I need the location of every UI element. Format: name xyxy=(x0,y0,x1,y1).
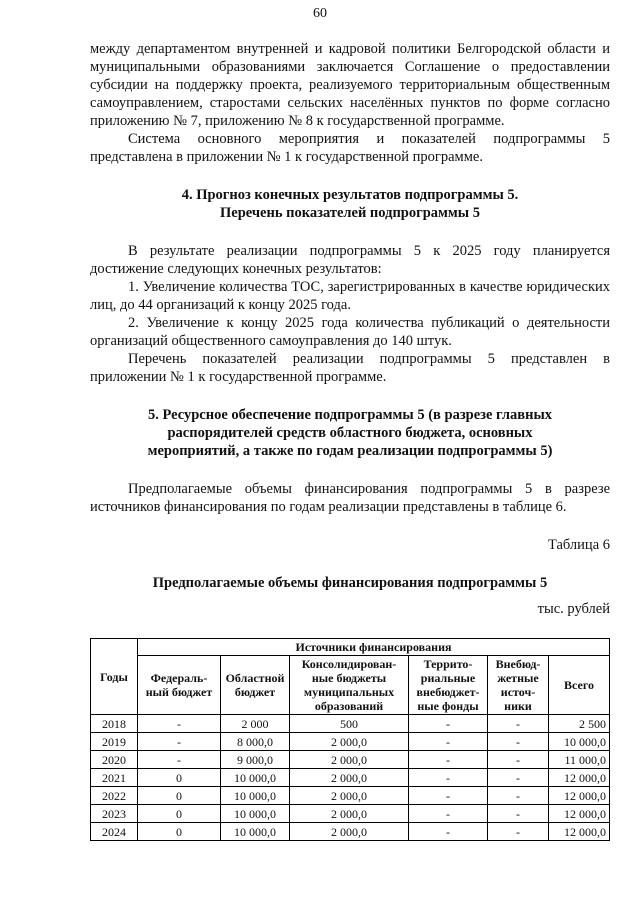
cell-territorial: - xyxy=(409,805,488,823)
cell-federal: - xyxy=(138,751,221,769)
cell-municipal: 2 000,0 xyxy=(290,787,409,805)
cell-extrabudgetary: - xyxy=(488,787,549,805)
cell-regional: 10 000,0 xyxy=(221,787,290,805)
cell-regional: 10 000,0 xyxy=(221,823,290,841)
section4-heading-line1: 4. Прогноз конечных результатов подпрограммы 5. xyxy=(181,187,519,203)
section4-indicators: Перечень показателей реализации подпрограммы 5 представлен в приложении № 1 к государственной программе. xyxy=(90,351,610,385)
cell-year: 2020 xyxy=(91,751,138,769)
cell-municipal: 2 000,0 xyxy=(290,733,409,751)
section4-result-1: 1. Увеличение количества ТОС, зарегистрированных в качестве юридических лиц, до 44 организаций к концу 2025 года. xyxy=(90,279,610,313)
section4-result-2: 2. Увеличение к концу 2025 года количества публикаций о деятельности организаций общественного самоуправления до 140 штук. xyxy=(90,315,610,349)
table-row xyxy=(91,751,610,769)
section5-heading-line3: мероприятий, а также по годам реализации подпрограммы 5) xyxy=(147,443,553,459)
header-territorial-funds: Террито-риальные внебюджет-ные фонды xyxy=(409,656,488,715)
cell-year: 2022 xyxy=(91,787,138,805)
cell-year: 2023 xyxy=(91,805,138,823)
cell-federal: 0 xyxy=(138,805,221,823)
cell-regional: 2 000 xyxy=(221,715,290,733)
cell-municipal: 2 000,0 xyxy=(290,805,409,823)
table-label: Таблица 6 xyxy=(547,537,610,553)
page-number: 60 xyxy=(313,6,327,21)
section5-heading-line1: 5. Ресурсное обеспечение подпрограммы 5 (в разрезе главных xyxy=(147,407,553,423)
cell-total: 11 000,0 xyxy=(549,751,610,769)
paragraph-agreement: между департаментом внутренней и кадровой политики Белгородской области и муниципальными образованиями заключается Соглашение о предоставлении субсидии на поддержку проекта, реализуемого территориальным общественным самоуправлением, старостами сельских населённых пунктов по форме согласно приложению № 7, приложению № 8 к государственной программе. xyxy=(90,41,610,129)
cell-extrabudgetary: - xyxy=(488,769,549,787)
cell-territorial: - xyxy=(409,715,488,733)
section5-intro: Предполагаемые объемы финансирования подпрограммы 5 в разрезе источников финансирования по годам реализации представлены в таблице 6. xyxy=(90,481,610,515)
cell-year: 2021 xyxy=(91,769,138,787)
table-units: тыс. рублей xyxy=(537,601,610,617)
cell-regional: 10 000,0 xyxy=(221,805,290,823)
cell-federal: 0 xyxy=(138,787,221,805)
cell-federal: 0 xyxy=(138,823,221,841)
document-body xyxy=(90,40,610,841)
header-years: Годы xyxy=(91,639,138,715)
financing-table xyxy=(90,638,610,841)
table-row xyxy=(91,805,610,823)
cell-territorial: - xyxy=(409,751,488,769)
cell-territorial: - xyxy=(409,733,488,751)
cell-municipal: 2 000,0 xyxy=(290,823,409,841)
cell-extrabudgetary: - xyxy=(488,823,549,841)
cell-extrabudgetary: - xyxy=(488,751,549,769)
cell-territorial: - xyxy=(409,769,488,787)
cell-federal: - xyxy=(138,733,221,751)
cell-regional: 8 000,0 xyxy=(221,733,290,751)
header-extrabudgetary: Внебюд-жетные источ-ники xyxy=(488,656,549,715)
cell-federal: 0 xyxy=(138,769,221,787)
header-regional: Областной бюджет xyxy=(221,656,290,715)
section5-heading-line2: распорядителей средств областного бюджета, основных xyxy=(167,425,533,441)
cell-total: 10 000,0 xyxy=(549,733,610,751)
cell-regional: 9 000,0 xyxy=(221,751,290,769)
cell-total: 2 500 xyxy=(549,715,610,733)
cell-extrabudgetary: - xyxy=(488,733,549,751)
cell-total: 12 000,0 xyxy=(549,805,610,823)
cell-extrabudgetary: - xyxy=(488,805,549,823)
table-row xyxy=(91,715,610,733)
table-row xyxy=(91,787,610,805)
cell-year: 2019 xyxy=(91,733,138,751)
header-sources: Источники финансирования xyxy=(138,639,610,656)
cell-territorial: - xyxy=(409,787,488,805)
paragraph-system: Система основного мероприятия и показателей подпрограммы 5 представлена в приложении № 1 к государственной программе. xyxy=(90,131,610,165)
cell-total: 12 000,0 xyxy=(549,787,610,805)
cell-territorial: - xyxy=(409,823,488,841)
table-row xyxy=(91,733,610,751)
cell-municipal: 2 000,0 xyxy=(290,751,409,769)
section4-intro: В результате реализации подпрограммы 5 к 2025 году планируется достижение следующих конечных результатов: xyxy=(90,243,610,277)
cell-federal: - xyxy=(138,715,221,733)
table-row xyxy=(91,769,610,787)
header-total: Всего xyxy=(549,656,610,715)
cell-year: 2024 xyxy=(91,823,138,841)
cell-regional: 10 000,0 xyxy=(221,769,290,787)
table-row xyxy=(91,823,610,841)
cell-total: 12 000,0 xyxy=(549,823,610,841)
header-federal: Федераль-ный бюджет xyxy=(138,656,221,715)
cell-extrabudgetary: - xyxy=(488,715,549,733)
table-title: Предполагаемые объемы финансирования подпрограммы 5 xyxy=(152,575,548,591)
cell-municipal: 2 000,0 xyxy=(290,769,409,787)
cell-total: 12 000,0 xyxy=(549,769,610,787)
header-municipal: Консолидирован-ные бюджеты муниципальных образований xyxy=(290,656,409,715)
cell-municipal: 500 xyxy=(290,715,409,733)
cell-year: 2018 xyxy=(91,715,138,733)
section4-heading-line2: Перечень показателей подпрограммы 5 xyxy=(220,205,480,221)
table-body xyxy=(91,715,610,841)
